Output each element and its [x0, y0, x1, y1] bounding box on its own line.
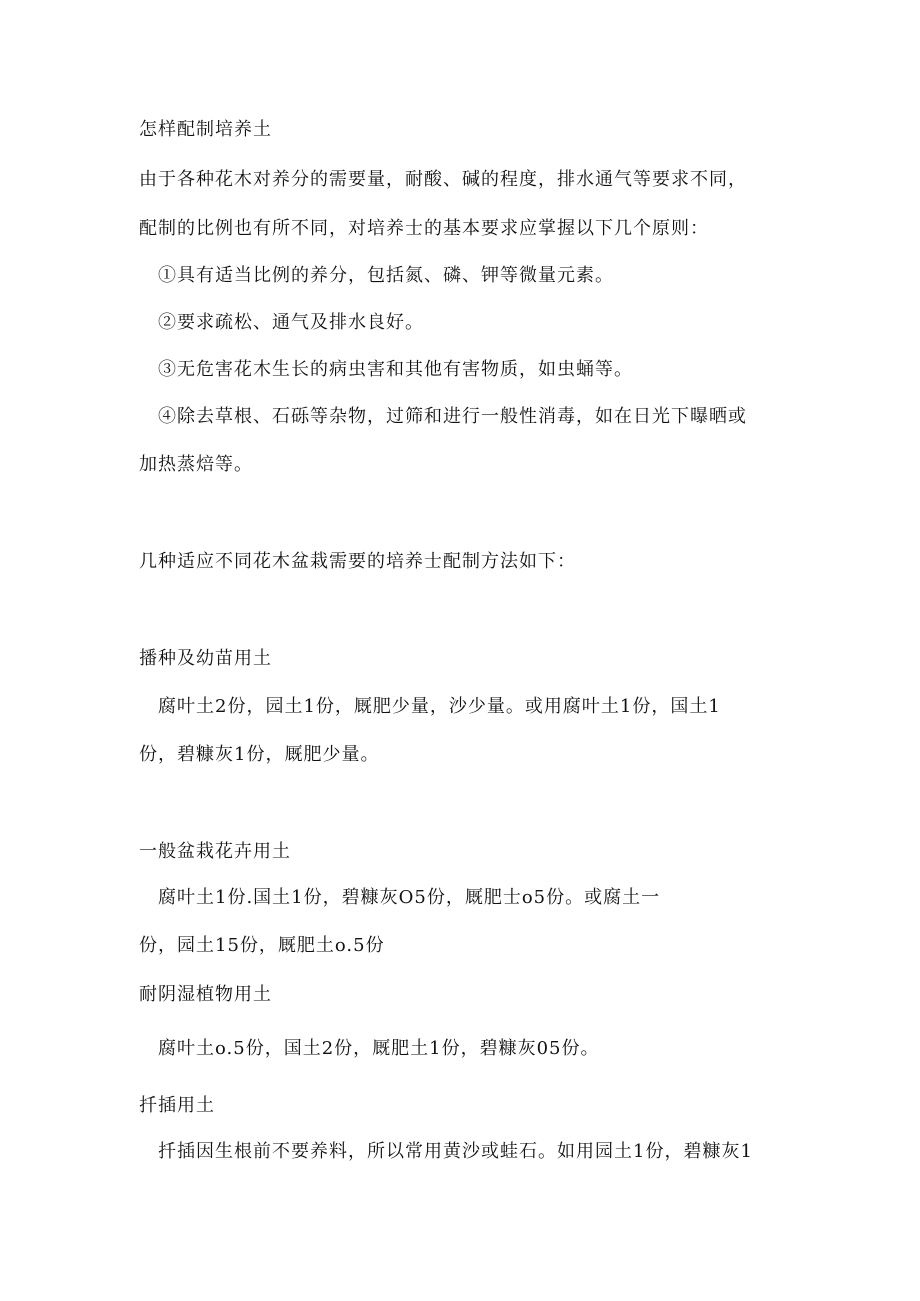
section-body-sowing-line-2: 份，碧糠灰1份，厩肥少量。 [139, 744, 380, 765]
section-body-cutting-line-1: 扦插因生根前不要养料，所以常用黄沙或蛙石。如用园土1份，碧糠灰1 [158, 1141, 753, 1162]
document-title: 怎样配制培养土 [139, 119, 272, 140]
section-body-general-pot-line-2: 份，园土15份，厩肥土o.5份 [139, 935, 385, 956]
principle-3: ③无危害花木生长的病虫害和其他有害物质，如虫蛹等。 [158, 359, 633, 380]
principle-4-continued: 加热蒸焙等。 [139, 454, 253, 475]
methods-intro: 几种适应不同花木盆栽需要的培养士配制方法如下： [139, 551, 576, 572]
principle-2: ②要求疏松、通气及排水良好。 [158, 312, 424, 333]
section-body-shade-tolerant-line-1: 腐叶土o.5份，国土2份，厩肥土1份，碧糠灰05份。 [158, 1038, 600, 1059]
principle-1: ①具有适当比例的养分，包括氮、磷、钾等微量元素。 [158, 265, 614, 286]
section-heading-sowing: 播种及幼苗用土 [139, 648, 272, 669]
section-body-sowing-line-1: 腐叶土2份，园土1份，厩肥少量，沙少量。或用腐叶土1份，国土1 [158, 696, 721, 717]
section-body-general-pot-line-1: 腐叶土1份.国土1份，碧糠灰O5份，厩肥士o5份。或腐土一 [158, 887, 661, 908]
intro-line-2: 配制的比例也有所不同，对培养士的基本要求应掌握以下几个原则： [139, 218, 709, 239]
intro-line-1: 由于各种花木对养分的需要量，耐酸、碱的程度，排水通气等要求不同， [139, 169, 747, 190]
principle-4: ④除去草根、石砾等杂物，过筛和进行一般性消毒，如在日光下曝晒或 [158, 406, 747, 427]
section-heading-cutting: 扦插用土 [139, 1095, 215, 1116]
section-heading-general-pot: 一般盆栽花卉用土 [139, 841, 291, 862]
section-heading-shade-tolerant: 耐阴湿植物用土 [139, 984, 272, 1005]
